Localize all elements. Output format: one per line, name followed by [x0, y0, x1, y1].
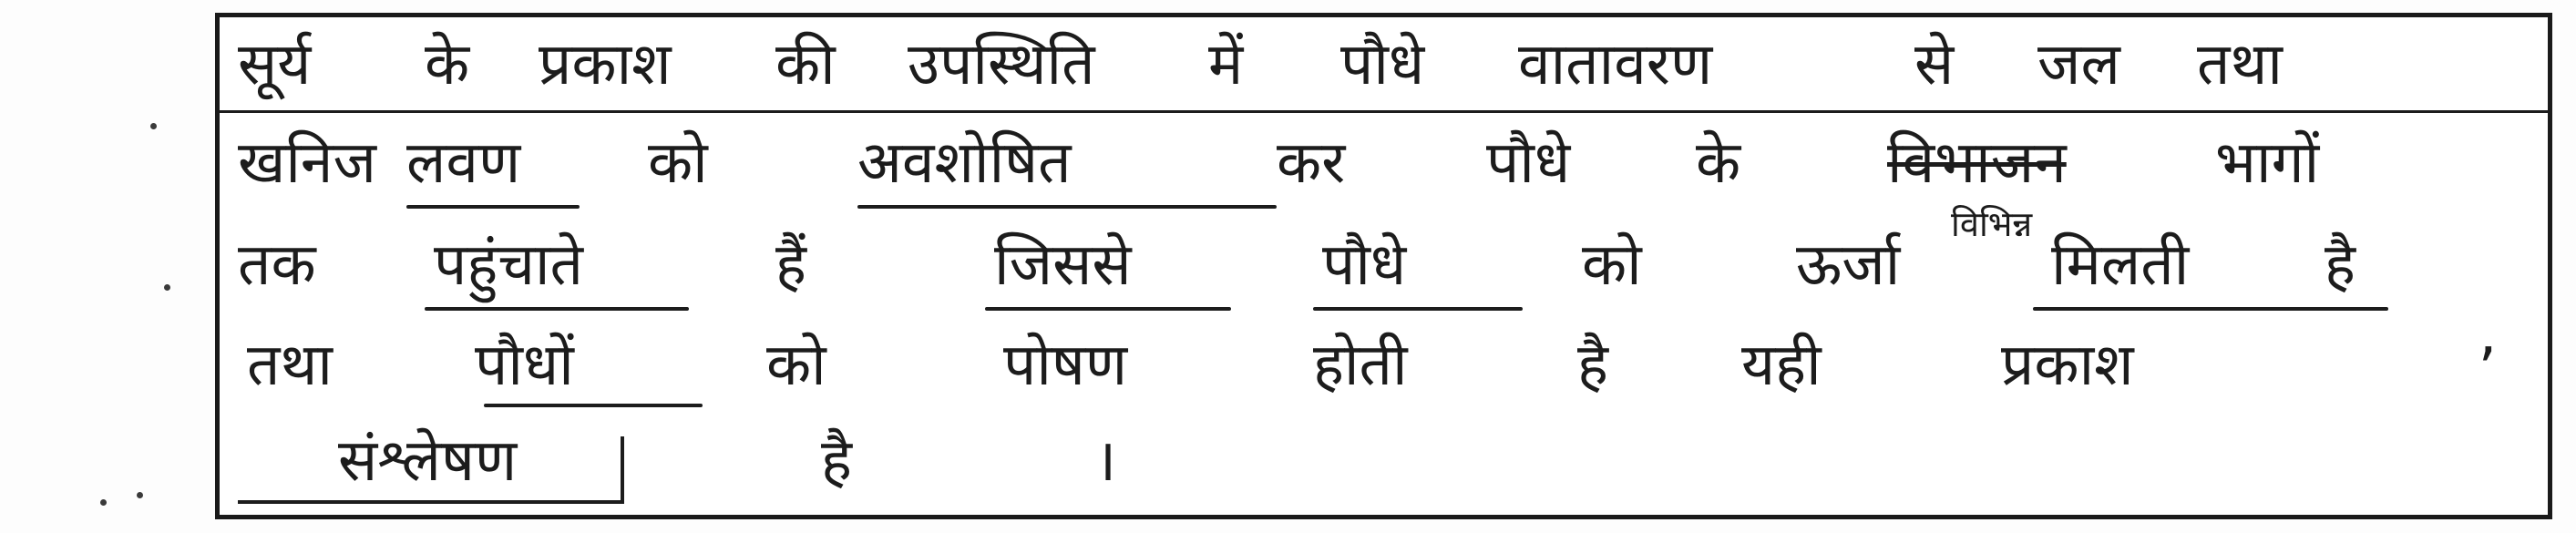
word: से: [1914, 31, 1955, 98]
word: उपस्थिति: [908, 31, 1095, 98]
word: ऊर्जा: [1796, 231, 1901, 299]
word: तक: [238, 231, 316, 299]
scan-speck: [100, 499, 107, 506]
word: भागों: [2215, 129, 2320, 197]
word: को: [648, 129, 708, 197]
word: पहुंचाते: [434, 231, 584, 299]
ruled-line: [220, 110, 2548, 113]
word: है: [2325, 231, 2355, 299]
answer-box: [215, 13, 2552, 519]
word: प्रकाश: [539, 31, 672, 98]
word: वातावरण: [1518, 31, 1713, 98]
word: के: [425, 31, 470, 98]
word: तथा: [2197, 31, 2283, 98]
bracket-underline: [238, 500, 621, 504]
comma-mark: ,: [2479, 301, 2498, 368]
word-underline: [857, 205, 1277, 209]
word: हैं: [775, 231, 806, 299]
word: ।: [1094, 427, 1117, 495]
word: जिससे: [994, 231, 1132, 299]
word-underline: [406, 205, 580, 209]
word: पौधों: [475, 332, 574, 399]
word-underline: [1313, 307, 1523, 311]
word: है: [821, 427, 852, 495]
word-underline: [484, 404, 703, 407]
word: खनिज: [238, 129, 376, 197]
word: में: [1208, 31, 1244, 98]
word: पौधे: [1340, 31, 1425, 98]
word: को: [766, 332, 826, 399]
word: को: [1582, 231, 1642, 299]
word: के: [1696, 129, 1741, 197]
word: तथा: [247, 332, 333, 399]
word: लवण: [406, 129, 521, 197]
word: पौधे: [1486, 129, 1571, 197]
word: पोषण: [1003, 332, 1128, 399]
word: पौधे: [1322, 231, 1407, 299]
word: जल: [2037, 31, 2120, 98]
word: संश्लेषण: [338, 427, 518, 495]
bracket-side: [621, 436, 624, 504]
word-underline: [2033, 307, 2388, 311]
word: अवशोषित: [857, 129, 1072, 197]
word: की: [775, 31, 836, 98]
word: कर: [1277, 129, 1346, 197]
scan-speck: [137, 492, 143, 498]
scan-speck: [150, 123, 157, 129]
scan-speck: [164, 284, 170, 291]
word: मिलती: [2051, 231, 2190, 299]
word-underline: [425, 307, 689, 311]
word: होती: [1313, 332, 1408, 399]
word: है: [1577, 332, 1608, 399]
correction-above: विभिन्न: [1951, 204, 2033, 244]
struck-word: विभाजन: [1887, 129, 2067, 197]
word: यही: [1741, 332, 1822, 399]
word-underline: [985, 307, 1231, 311]
word: प्रकाश: [2001, 332, 2134, 399]
word: सूर्य: [238, 31, 312, 98]
